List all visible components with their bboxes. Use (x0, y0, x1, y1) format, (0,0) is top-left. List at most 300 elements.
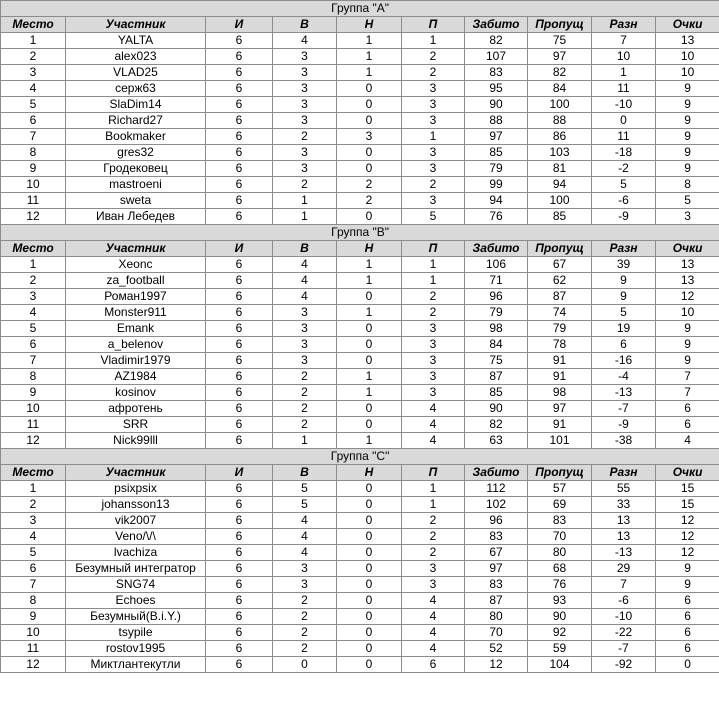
cell-losses: 4 (402, 609, 465, 625)
group-title-row (1, 1, 719, 17)
column-header-wins: В (273, 465, 337, 481)
cell-draws: 0 (337, 513, 402, 529)
cell-points: 6 (656, 609, 719, 625)
cell-played: 6 (206, 273, 273, 289)
cell-draws: 3 (337, 129, 402, 145)
cell-draws: 0 (337, 561, 402, 577)
cell-place: 7 (1, 577, 66, 593)
cell-participant: SRR (66, 417, 206, 433)
cell-participant: AZ1984 (66, 369, 206, 385)
cell-scored: 52 (465, 641, 528, 657)
cell-losses: 4 (402, 641, 465, 657)
cell-wins: 3 (273, 49, 337, 65)
cell-conceded: 78 (528, 337, 592, 353)
cell-losses: 1 (402, 33, 465, 49)
column-header-participant: Участник (66, 17, 206, 33)
cell-diff: 7 (592, 577, 656, 593)
cell-participant: Миктлантекутли (66, 657, 206, 673)
cell-diff: -9 (592, 209, 656, 225)
cell-place: 5 (1, 97, 66, 113)
table-row (1, 545, 719, 561)
cell-scored: 80 (465, 609, 528, 625)
cell-diff: -7 (592, 401, 656, 417)
column-header-played: И (206, 465, 273, 481)
cell-points: 7 (656, 385, 719, 401)
cell-losses: 5 (402, 209, 465, 225)
cell-diff: -10 (592, 97, 656, 113)
cell-points: 9 (656, 577, 719, 593)
cell-points: 3 (656, 209, 719, 225)
cell-participant: mastroeni (66, 177, 206, 193)
column-header-wins: В (273, 241, 337, 257)
table-row (1, 337, 719, 353)
cell-played: 6 (206, 97, 273, 113)
cell-scored: 85 (465, 385, 528, 401)
cell-wins: 1 (273, 193, 337, 209)
column-header-draws: Н (337, 241, 402, 257)
cell-participant: VLAD25 (66, 65, 206, 81)
cell-scored: 67 (465, 545, 528, 561)
cell-participant: Безумный интегратор (66, 561, 206, 577)
cell-conceded: 90 (528, 609, 592, 625)
cell-place: 2 (1, 49, 66, 65)
cell-place: 6 (1, 113, 66, 129)
cell-place: 6 (1, 337, 66, 353)
cell-conceded: 94 (528, 177, 592, 193)
cell-wins: 3 (273, 337, 337, 353)
cell-wins: 3 (273, 321, 337, 337)
cell-played: 6 (206, 353, 273, 369)
cell-participant: Nick99lll (66, 433, 206, 449)
cell-losses: 2 (402, 289, 465, 305)
cell-conceded: 70 (528, 529, 592, 545)
table-row (1, 577, 719, 593)
cell-scored: 83 (465, 529, 528, 545)
cell-place: 6 (1, 561, 66, 577)
cell-wins: 2 (273, 129, 337, 145)
cell-wins: 3 (273, 145, 337, 161)
table-row (1, 641, 719, 657)
cell-losses: 3 (402, 161, 465, 177)
cell-points: 15 (656, 481, 719, 497)
cell-participant: Veno/\/\ (66, 529, 206, 545)
cell-losses: 3 (402, 337, 465, 353)
column-header-participant: Участник (66, 465, 206, 481)
cell-diff: -13 (592, 545, 656, 561)
cell-draws: 0 (337, 593, 402, 609)
cell-diff: -16 (592, 353, 656, 369)
cell-wins: 2 (273, 369, 337, 385)
cell-conceded: 91 (528, 417, 592, 433)
cell-diff: -7 (592, 641, 656, 657)
cell-conceded: 84 (528, 81, 592, 97)
table-row (1, 433, 719, 449)
cell-conceded: 91 (528, 353, 592, 369)
cell-diff: -38 (592, 433, 656, 449)
cell-wins: 2 (273, 641, 337, 657)
cell-points: 12 (656, 513, 719, 529)
cell-losses: 1 (402, 129, 465, 145)
table-row (1, 417, 719, 433)
cell-diff: 39 (592, 257, 656, 273)
column-header-played: И (206, 17, 273, 33)
column-header-points: Очки (656, 465, 719, 481)
cell-participant: Bookmaker (66, 129, 206, 145)
column-header-scored: Забито (465, 241, 528, 257)
cell-points: 10 (656, 49, 719, 65)
cell-losses: 2 (402, 529, 465, 545)
cell-draws: 1 (337, 33, 402, 49)
cell-played: 6 (206, 401, 273, 417)
cell-wins: 2 (273, 177, 337, 193)
column-header-conceded: Пропущ (528, 241, 592, 257)
cell-conceded: 97 (528, 49, 592, 65)
cell-scored: 83 (465, 65, 528, 81)
cell-place: 11 (1, 641, 66, 657)
cell-participant: rostov1995 (66, 641, 206, 657)
cell-place: 8 (1, 145, 66, 161)
cell-conceded: 76 (528, 577, 592, 593)
cell-losses: 3 (402, 81, 465, 97)
cell-diff: 33 (592, 497, 656, 513)
cell-diff: 13 (592, 513, 656, 529)
cell-losses: 3 (402, 385, 465, 401)
cell-place: 9 (1, 609, 66, 625)
cell-points: 9 (656, 337, 719, 353)
cell-diff: -13 (592, 385, 656, 401)
cell-played: 6 (206, 305, 273, 321)
cell-scored: 94 (465, 193, 528, 209)
cell-draws: 2 (337, 177, 402, 193)
cell-diff: 29 (592, 561, 656, 577)
cell-points: 6 (656, 593, 719, 609)
cell-played: 6 (206, 593, 273, 609)
cell-played: 6 (206, 337, 273, 353)
cell-points: 12 (656, 289, 719, 305)
cell-participant: psixpsix (66, 481, 206, 497)
table-row (1, 81, 719, 97)
cell-draws: 0 (337, 497, 402, 513)
cell-participant: серж63 (66, 81, 206, 97)
table-row (1, 305, 719, 321)
cell-points: 6 (656, 417, 719, 433)
cell-losses: 1 (402, 497, 465, 513)
cell-conceded: 83 (528, 513, 592, 529)
cell-draws: 0 (337, 321, 402, 337)
cell-diff: -92 (592, 657, 656, 673)
column-header-losses: П (402, 241, 465, 257)
cell-diff: 6 (592, 337, 656, 353)
column-header-points: Очки (656, 241, 719, 257)
table-row (1, 625, 719, 641)
cell-participant: johansson13 (66, 497, 206, 513)
cell-conceded: 85 (528, 209, 592, 225)
cell-diff: 1 (592, 65, 656, 81)
cell-place: 5 (1, 545, 66, 561)
cell-wins: 5 (273, 481, 337, 497)
table-row (1, 145, 719, 161)
cell-conceded: 88 (528, 113, 592, 129)
column-header-draws: Н (337, 465, 402, 481)
cell-place: 8 (1, 593, 66, 609)
table-row (1, 129, 719, 145)
cell-participant: Monster911 (66, 305, 206, 321)
cell-losses: 2 (402, 513, 465, 529)
cell-draws: 0 (337, 657, 402, 673)
cell-points: 9 (656, 113, 719, 129)
cell-conceded: 100 (528, 97, 592, 113)
cell-played: 6 (206, 481, 273, 497)
cell-draws: 1 (337, 65, 402, 81)
cell-wins: 2 (273, 609, 337, 625)
cell-conceded: 93 (528, 593, 592, 609)
cell-place: 12 (1, 209, 66, 225)
cell-conceded: 92 (528, 625, 592, 641)
cell-played: 6 (206, 577, 273, 593)
table-row (1, 161, 719, 177)
cell-wins: 3 (273, 561, 337, 577)
cell-place: 9 (1, 161, 66, 177)
cell-draws: 0 (337, 545, 402, 561)
cell-played: 6 (206, 161, 273, 177)
cell-draws: 0 (337, 577, 402, 593)
cell-wins: 4 (273, 545, 337, 561)
cell-draws: 0 (337, 625, 402, 641)
table-row (1, 289, 719, 305)
cell-scored: 98 (465, 321, 528, 337)
cell-draws: 2 (337, 193, 402, 209)
table-row (1, 113, 719, 129)
cell-losses: 1 (402, 273, 465, 289)
cell-wins: 3 (273, 305, 337, 321)
cell-participant: Richard27 (66, 113, 206, 129)
table-row (1, 177, 719, 193)
column-header-scored: Забито (465, 465, 528, 481)
cell-played: 6 (206, 49, 273, 65)
cell-played: 6 (206, 433, 273, 449)
cell-diff: 9 (592, 273, 656, 289)
cell-draws: 1 (337, 385, 402, 401)
cell-draws: 0 (337, 209, 402, 225)
column-header-scored: Забито (465, 17, 528, 33)
cell-participant: Иван Лебедев (66, 209, 206, 225)
cell-played: 6 (206, 641, 273, 657)
cell-losses: 2 (402, 65, 465, 81)
cell-conceded: 104 (528, 657, 592, 673)
cell-draws: 0 (337, 161, 402, 177)
cell-scored: 82 (465, 417, 528, 433)
cell-played: 6 (206, 33, 273, 49)
table-row (1, 513, 719, 529)
cell-losses: 3 (402, 145, 465, 161)
cell-played: 6 (206, 417, 273, 433)
cell-points: 9 (656, 353, 719, 369)
cell-draws: 1 (337, 257, 402, 273)
cell-participant: Echoes (66, 593, 206, 609)
cell-losses: 6 (402, 657, 465, 673)
cell-place: 3 (1, 289, 66, 305)
cell-points: 10 (656, 305, 719, 321)
cell-played: 6 (206, 289, 273, 305)
cell-wins: 3 (273, 113, 337, 129)
cell-scored: 63 (465, 433, 528, 449)
table-row (1, 369, 719, 385)
cell-conceded: 91 (528, 369, 592, 385)
cell-conceded: 80 (528, 545, 592, 561)
cell-place: 7 (1, 353, 66, 369)
cell-conceded: 103 (528, 145, 592, 161)
cell-points: 13 (656, 273, 719, 289)
cell-wins: 4 (273, 257, 337, 273)
cell-wins: 1 (273, 209, 337, 225)
cell-played: 6 (206, 257, 273, 273)
column-header-diff: Разн (592, 17, 656, 33)
cell-place: 11 (1, 193, 66, 209)
cell-conceded: 57 (528, 481, 592, 497)
cell-place: 3 (1, 65, 66, 81)
cell-scored: 12 (465, 657, 528, 673)
cell-draws: 1 (337, 433, 402, 449)
group-title: Группа "C" (1, 449, 719, 465)
cell-diff: -9 (592, 417, 656, 433)
cell-diff: 19 (592, 321, 656, 337)
cell-scored: 96 (465, 513, 528, 529)
cell-diff: 55 (592, 481, 656, 497)
column-header-played: И (206, 241, 273, 257)
cell-points: 9 (656, 97, 719, 113)
cell-losses: 2 (402, 305, 465, 321)
column-header-row (1, 465, 719, 481)
cell-participant: SlaDim14 (66, 97, 206, 113)
cell-draws: 0 (337, 97, 402, 113)
cell-draws: 0 (337, 529, 402, 545)
column-header-losses: П (402, 17, 465, 33)
cell-diff: -4 (592, 369, 656, 385)
cell-scored: 95 (465, 81, 528, 97)
cell-place: 5 (1, 321, 66, 337)
cell-draws: 0 (337, 609, 402, 625)
table-row (1, 49, 719, 65)
cell-diff: 7 (592, 33, 656, 49)
table-row (1, 65, 719, 81)
cell-played: 6 (206, 545, 273, 561)
column-header-row (1, 17, 719, 33)
cell-draws: 0 (337, 113, 402, 129)
cell-losses: 4 (402, 417, 465, 433)
cell-scored: 79 (465, 161, 528, 177)
column-header-place: Место (1, 17, 66, 33)
table-row (1, 481, 719, 497)
cell-conceded: 67 (528, 257, 592, 273)
cell-participant: alex023 (66, 49, 206, 65)
cell-losses: 4 (402, 401, 465, 417)
cell-points: 4 (656, 433, 719, 449)
cell-participant: za_football (66, 273, 206, 289)
group-title-row (1, 449, 719, 465)
cell-participant: Vladimir1979 (66, 353, 206, 369)
cell-conceded: 100 (528, 193, 592, 209)
group-title: Группа "A" (1, 1, 719, 17)
cell-points: 9 (656, 161, 719, 177)
cell-conceded: 75 (528, 33, 592, 49)
cell-place: 10 (1, 177, 66, 193)
table-row (1, 497, 719, 513)
cell-scored: 96 (465, 289, 528, 305)
cell-points: 7 (656, 369, 719, 385)
cell-draws: 0 (337, 401, 402, 417)
cell-place: 4 (1, 529, 66, 545)
cell-scored: 97 (465, 129, 528, 145)
cell-points: 9 (656, 145, 719, 161)
group-title: Группа "B" (1, 225, 719, 241)
cell-place: 10 (1, 625, 66, 641)
cell-wins: 3 (273, 65, 337, 81)
cell-conceded: 101 (528, 433, 592, 449)
column-header-conceded: Пропущ (528, 17, 592, 33)
cell-points: 9 (656, 129, 719, 145)
cell-participant: Emank (66, 321, 206, 337)
cell-losses: 3 (402, 193, 465, 209)
cell-played: 6 (206, 529, 273, 545)
cell-wins: 3 (273, 353, 337, 369)
cell-losses: 3 (402, 577, 465, 593)
cell-points: 9 (656, 321, 719, 337)
cell-wins: 3 (273, 97, 337, 113)
table-row (1, 193, 719, 209)
cell-conceded: 98 (528, 385, 592, 401)
cell-played: 6 (206, 129, 273, 145)
cell-wins: 4 (273, 273, 337, 289)
cell-participant: YALTA (66, 33, 206, 49)
cell-draws: 0 (337, 353, 402, 369)
cell-place: 3 (1, 513, 66, 529)
standings-body (1, 1, 719, 673)
table-row (1, 257, 719, 273)
cell-participant: kosinov (66, 385, 206, 401)
cell-losses: 3 (402, 369, 465, 385)
cell-conceded: 82 (528, 65, 592, 81)
cell-wins: 4 (273, 513, 337, 529)
cell-participant: Xeonc (66, 257, 206, 273)
table-row (1, 353, 719, 369)
cell-scored: 84 (465, 337, 528, 353)
cell-played: 6 (206, 113, 273, 129)
column-header-participant: Участник (66, 241, 206, 257)
cell-scored: 90 (465, 97, 528, 113)
cell-wins: 2 (273, 417, 337, 433)
cell-losses: 3 (402, 353, 465, 369)
cell-points: 9 (656, 81, 719, 97)
cell-place: 4 (1, 305, 66, 321)
group-title-row (1, 225, 719, 241)
cell-losses: 4 (402, 433, 465, 449)
column-header-wins: В (273, 17, 337, 33)
cell-played: 6 (206, 81, 273, 97)
cell-conceded: 74 (528, 305, 592, 321)
table-row (1, 609, 719, 625)
cell-wins: 3 (273, 81, 337, 97)
cell-draws: 1 (337, 305, 402, 321)
cell-points: 15 (656, 497, 719, 513)
table-row (1, 385, 719, 401)
cell-conceded: 62 (528, 273, 592, 289)
cell-losses: 2 (402, 545, 465, 561)
cell-scored: 99 (465, 177, 528, 193)
column-header-place: Место (1, 465, 66, 481)
cell-scored: 76 (465, 209, 528, 225)
cell-played: 6 (206, 177, 273, 193)
cell-place: 8 (1, 369, 66, 385)
